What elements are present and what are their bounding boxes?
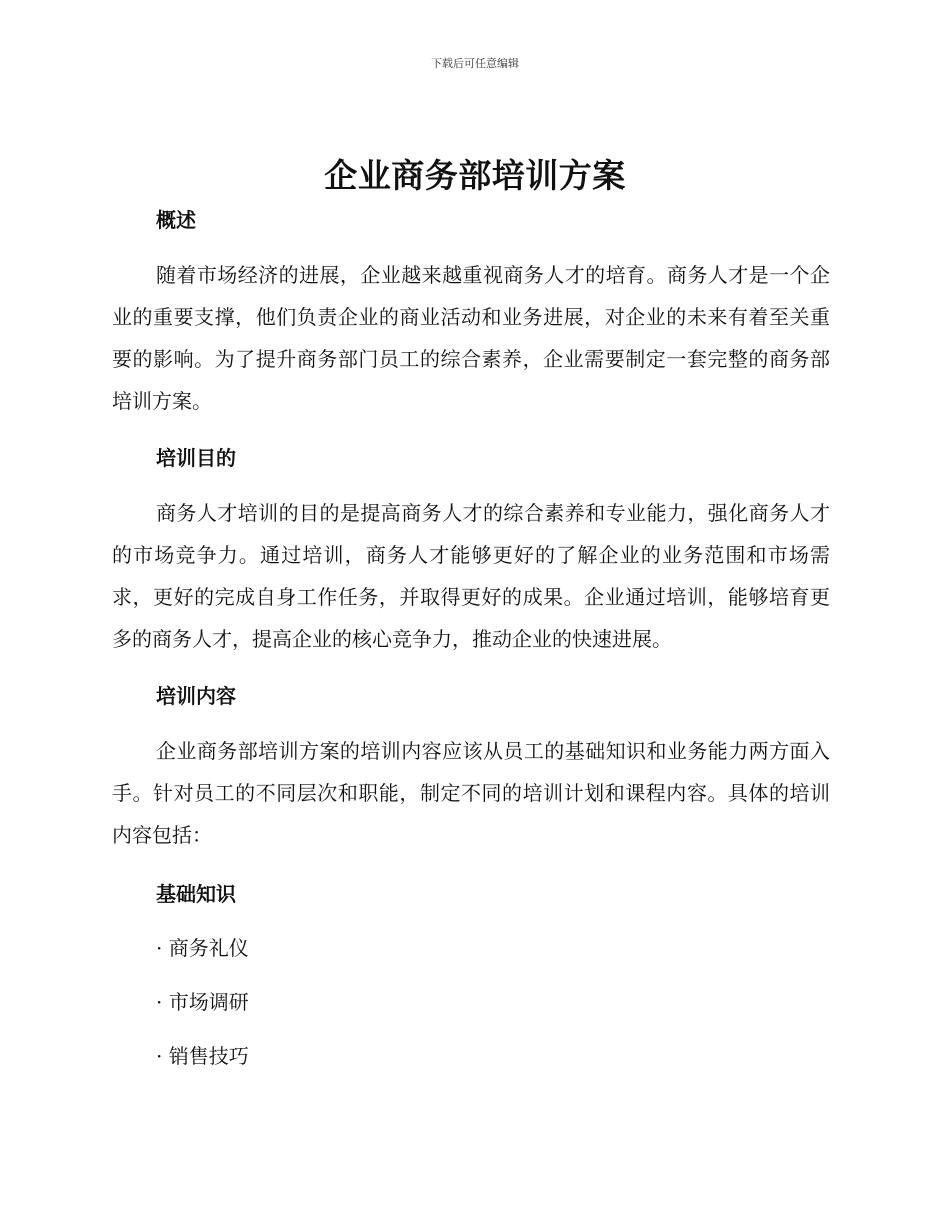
page-header-note: 下载后可任意编辑: [431, 57, 519, 70]
list-item: · 销售技巧: [156, 1044, 249, 1068]
document-title: 企业商务部培训方案: [324, 156, 626, 195]
section-paragraph-purpose: 商务人才培训的目的是提高商务人才的综合素养和专业能力，强化商务人才的市场竞争力。通过培训，商务人才能够更好的了解企业的业务范围和市场需求，更好的完成自身工作任务，并取得更好的成果。企业通过培训，能够培育更多的商务人才，提高企业的核心竞争力，推动企业的快速进展。: [112, 501, 830, 651]
section-paragraph-content: 企业商务部培训方案的培训内容应该从员工的基础知识和业务能力两方面入手。针对员工的不同层次和职能，制定不同的培训计划和课程内容。具体的培训内容包括：: [112, 739, 830, 847]
list-item: · 商务礼仪: [156, 936, 249, 960]
section-heading-content: 培训内容: [156, 684, 236, 708]
section-paragraph-overview: 随着市场经济的进展，企业越来越重视商务人才的培育。商务人才是一个企业的重要支撑，他们负责企业的商业活动和业务进展，对企业的未来有着至关重要的影响。为了提升商务部门员工的综合素养，企业需要制定一套完整的商务部培训方案。: [112, 263, 830, 413]
document-body: [112, 200, 830, 1076]
section-heading-basic-knowledge: 基础知识: [156, 882, 236, 906]
list-item: · 市场调研: [156, 990, 249, 1014]
section-heading-purpose: 培训目的: [156, 446, 236, 470]
section-heading-overview: 概述: [156, 208, 196, 232]
